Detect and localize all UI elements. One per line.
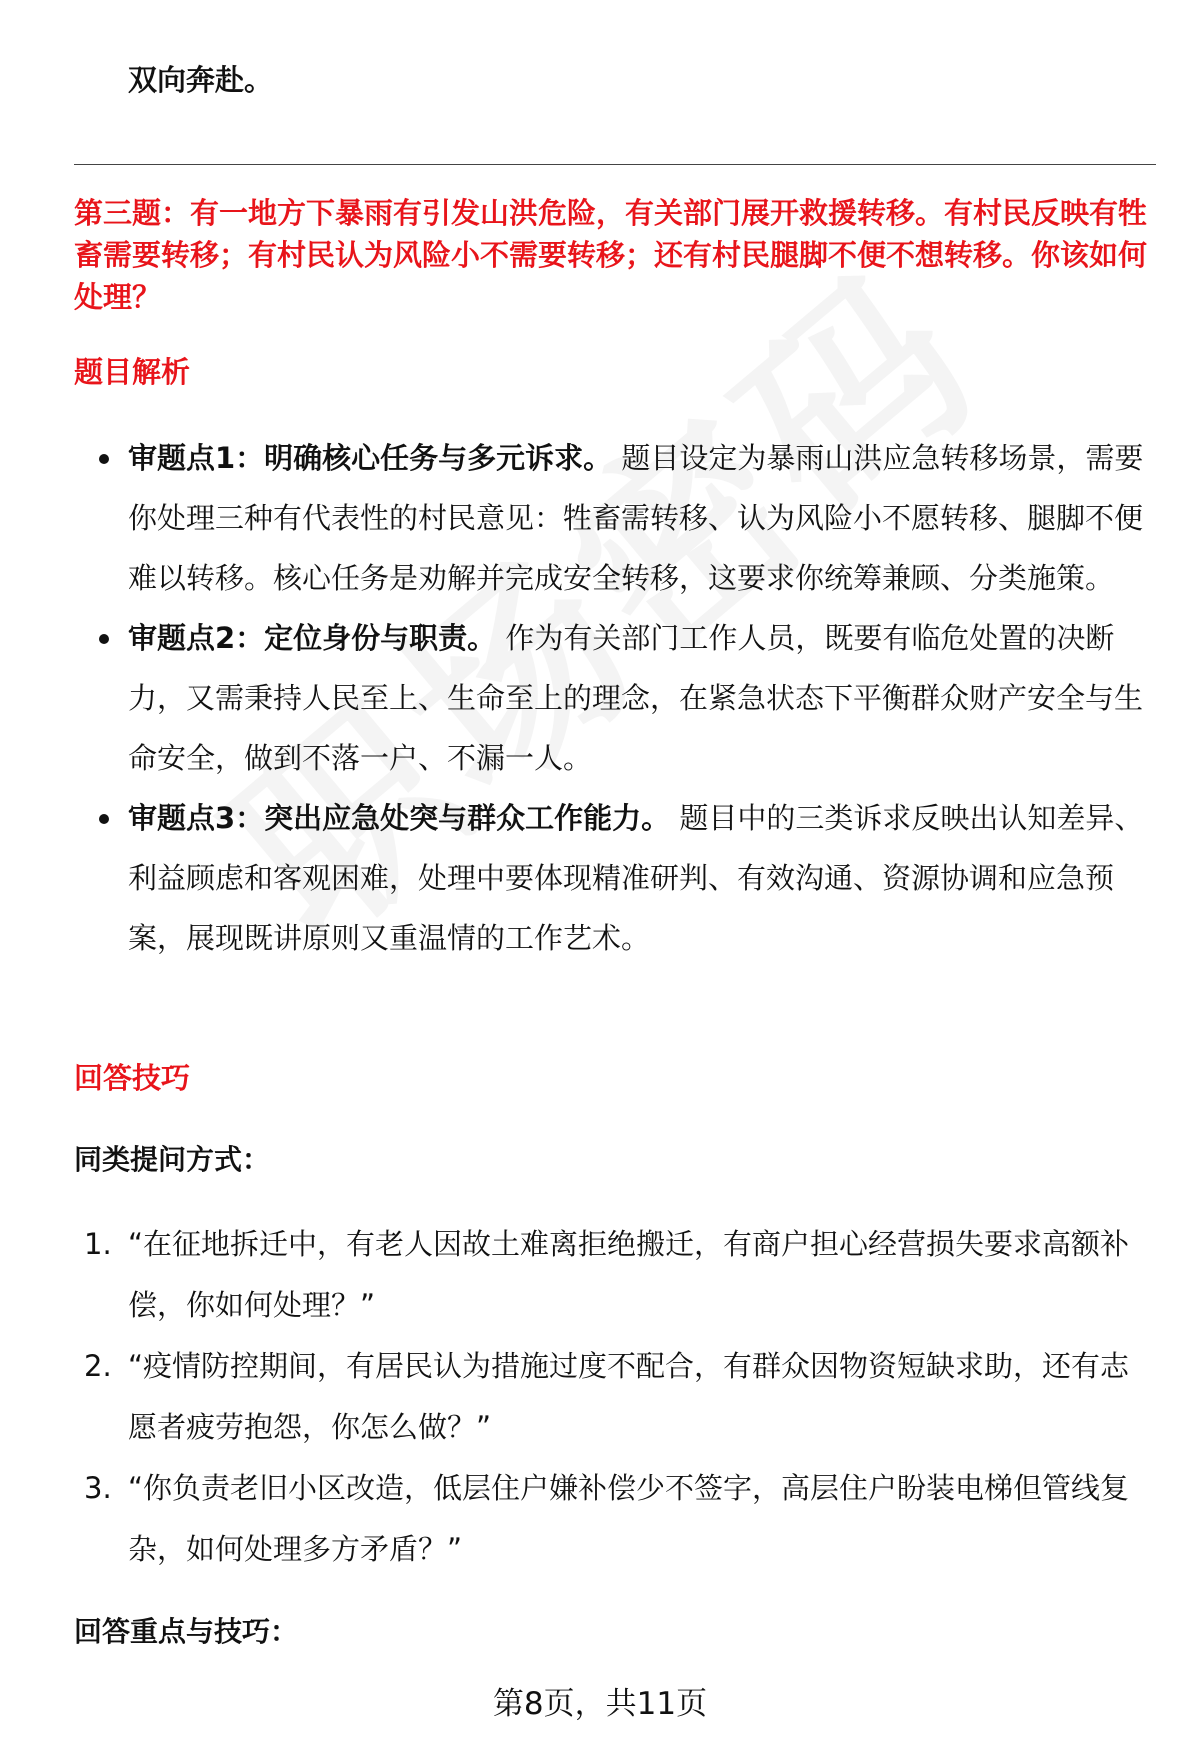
analysis-list bbox=[74, 428, 1156, 968]
bullet-icon bbox=[99, 814, 109, 824]
item-text: “你负责老旧小区改造，低层住户嫌补偿少不签字，高层住户盼装电梯但管线复杂，如何处理多方矛盾？” bbox=[128, 1471, 1130, 1566]
list-item bbox=[74, 1336, 1156, 1458]
analysis-heading: 题目解析 bbox=[74, 355, 191, 389]
list-item bbox=[74, 1214, 1156, 1336]
bullet-label: 审题点1：明确核心任务与多元诉求。 bbox=[128, 441, 613, 475]
item-text: “在征地拆迁中，有老人因故土难离拒绝搬迁，有商户担心经营损失要求高额补偿，你如何处理？” bbox=[128, 1227, 1130, 1322]
continued-text: 双向奔赴。 bbox=[128, 63, 274, 97]
bullet-icon bbox=[99, 454, 109, 464]
bullet-label: 审题点3：突出应急处突与群众工作能力。 bbox=[128, 801, 671, 835]
list-item bbox=[74, 1458, 1156, 1580]
similar-heading: 同类提问方式： bbox=[74, 1143, 271, 1176]
bullet-text: 作为有关部门工作人员，既要有临危处置的决断力，又需秉持人民至上、生命至上的理念，在紧急状态下平衡群众财产安全与生命安全，做到不落一户、不漏一人。 bbox=[128, 621, 1144, 775]
focus-heading: 回答重点与技巧： bbox=[74, 1615, 299, 1648]
list-item bbox=[74, 428, 1156, 608]
bullet-label: 审题点2：定位身份与职责。 bbox=[128, 621, 497, 655]
list-item bbox=[74, 608, 1156, 788]
item-number: 1. bbox=[84, 1227, 112, 1261]
bullet-text: 题目中的三类诉求反映出认知差异、利益顾虑和客观困难，处理中要体现精准研判、有效沟通、资源协调和应急预案，展现既讲原则又重温情的工作艺术。 bbox=[128, 801, 1144, 955]
question-text: 第三题：有一地方下暴雨有引发山洪危险，有关部门展开救援转移。有村民反映有牲畜需要转移；有村民认为风险小不需要转移；还有村民腿脚不便不想转移。你该如何处理？ bbox=[74, 196, 1148, 314]
skills-heading: 回答技巧 bbox=[74, 1061, 191, 1095]
item-number: 3. bbox=[84, 1471, 112, 1505]
item-text: “疫情防控期间，有居民认为措施过度不配合，有群众因物资短缺求助，还有志愿者疲劳抱怨，你怎么做？” bbox=[128, 1349, 1130, 1444]
similar-list bbox=[74, 1214, 1156, 1580]
bullet-icon bbox=[99, 634, 109, 644]
item-number: 2. bbox=[84, 1349, 112, 1383]
list-item bbox=[74, 788, 1156, 968]
page-footer: 第8页，共11页 bbox=[492, 1686, 708, 1722]
bullet-text: 题目设定为暴雨山洪应急转移场景，需要你处理三种有代表性的村民意见：牲畜需转移、认为风险小不愿转移、腿脚不便难以转移。核心任务是劝解并完成安全转移，这要求你统筹兼顾、分类施策。 bbox=[128, 441, 1144, 595]
divider bbox=[74, 164, 1156, 165]
